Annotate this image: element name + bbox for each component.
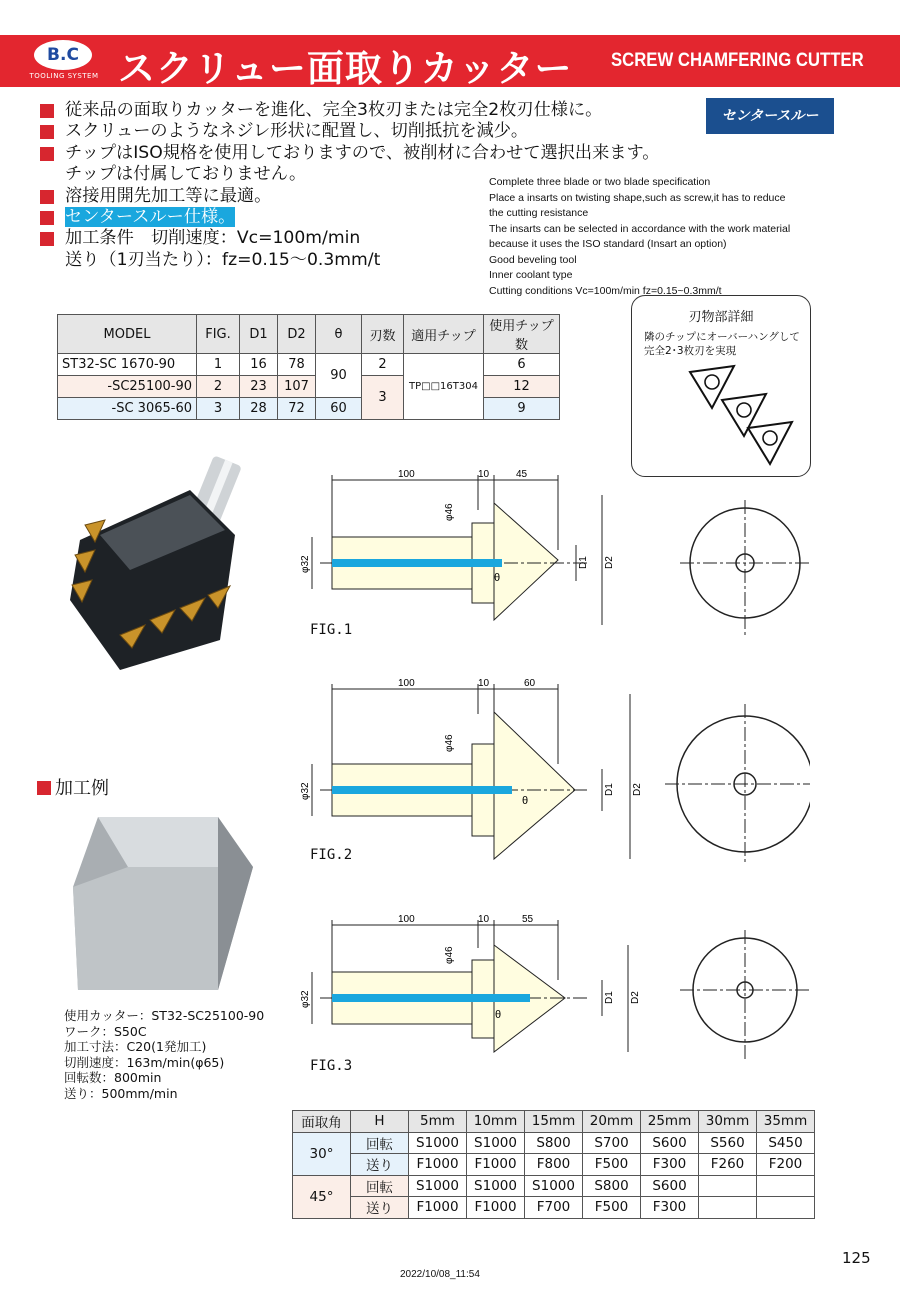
feature-item: 加工条件 切削速度：Vc=100m/min <box>40 228 659 249</box>
dim-head: 60 <box>524 678 536 689</box>
dim-d2: D2 <box>632 783 643 796</box>
table-row: 45° 回転 S1000 S1000 S1000 S800 S600 <box>293 1175 815 1197</box>
page-number: 125 <box>842 1249 871 1267</box>
col-header: FIG. <box>197 315 240 354</box>
dim-phi32: φ32 <box>300 555 311 573</box>
feature-item: チップはISO規格を使用しておりますので、被削材に合わせて選択出来ます。 <box>40 143 659 164</box>
col-header: D2 <box>278 315 316 354</box>
dim-length: 100 <box>398 914 415 925</box>
insert-triangles-diagram <box>632 296 812 478</box>
fig2-drawing <box>290 674 810 864</box>
table-header-row: 面取角 H 5mm 10mm 15mm 20mm 25mm 30mm 35mm <box>293 1111 815 1133</box>
angle-theta: θ <box>522 795 529 807</box>
dim-d1: D1 <box>604 783 615 796</box>
dim-head: 55 <box>522 914 534 925</box>
cutting-edge-detail <box>631 295 811 477</box>
dim-d2: D2 <box>630 991 641 1004</box>
header-banner <box>0 35 900 90</box>
dim-neck: 10 <box>478 914 490 925</box>
fig1-drawing <box>290 465 810 650</box>
feature-item: 送り（1刃当たり）：fz=0.15〜0.3mm/t <box>65 249 381 270</box>
dim-neck: 10 <box>478 678 490 689</box>
col-header: 刃数 <box>362 315 404 354</box>
col-header: θ <box>316 315 362 354</box>
dim-length: 100 <box>398 678 415 689</box>
feature-item: 溶接用開先加工等に最適。 <box>40 186 659 207</box>
dim-d2: D2 <box>604 556 615 569</box>
red-square-icon <box>40 211 54 225</box>
dim-head: 45 <box>516 469 528 480</box>
bc-logo <box>24 39 104 83</box>
fig3-drawing <box>290 910 810 1070</box>
print-timestamp: 2022/10/08_11:54 <box>400 1269 480 1280</box>
detail-title: 刃物部詳細 <box>688 310 754 325</box>
example-heading: 加工例 <box>37 774 109 800</box>
model-spec-table <box>57 314 560 420</box>
red-square-icon <box>40 232 54 246</box>
table-row: -SC25100-90 2 23 107 3 12 <box>58 376 560 398</box>
col-header: MODEL <box>58 315 197 354</box>
cutter-photo <box>60 450 275 680</box>
cutting-conditions-table <box>292 1110 815 1219</box>
logo-mark: B.C <box>34 40 92 70</box>
red-square-icon <box>40 104 54 118</box>
example-details: 使用カッター：ST32-SC25100-90 ワーク：S50C 加工寸法：C20(1発加工) 切削速度：163m/min(φ65) 回転数：800min 送り：500mm/min <box>64 1008 265 1101</box>
dim-d1: D1 <box>578 556 589 569</box>
detail-note: 隣のチップにオーバーハングして 完全2･3枚刃を実現 <box>644 331 800 357</box>
fig1-label: FIG.1 <box>310 622 353 638</box>
col-header: D1 <box>240 315 278 354</box>
col-header: 使用チップ数 <box>484 315 560 354</box>
dim-phi32: φ32 <box>300 782 311 800</box>
dim-phi46: φ46 <box>444 946 455 964</box>
table-row: 30° 回転 S1000 S1000 S800 S700 S600 S560 S450 <box>293 1132 815 1154</box>
table-row: -SC 3065-60 3 28 72 60 9 <box>58 398 560 420</box>
feature-item-highlight: センタースルー仕様。 <box>40 207 659 228</box>
feature-item: 従来品の面取りカッターを進化、完全3枚刃または完全2枚刃仕様に。 <box>40 100 659 121</box>
fig3-label: FIG.3 <box>310 1058 353 1074</box>
feature-item: スクリューのようなネジレ形状に配置し、切削抵抗を減少。 <box>40 121 659 142</box>
red-square-icon <box>40 147 54 161</box>
center-through-badge: センタースルー <box>706 98 834 134</box>
col-header: 適用チップ <box>404 315 484 354</box>
dim-phi32: φ32 <box>300 990 311 1008</box>
red-square-icon <box>40 190 54 204</box>
dim-d1: D1 <box>604 991 615 1004</box>
machined-workpiece-photo <box>68 812 258 997</box>
page-title-jp: スクリュー面取りカッター <box>118 47 573 90</box>
dim-length: 100 <box>398 469 415 480</box>
fig2-label: FIG.2 <box>310 847 353 863</box>
red-square-icon <box>37 781 51 795</box>
feature-item: チップは付属しておりません。 <box>65 164 307 185</box>
red-square-icon <box>40 125 54 139</box>
table-row: ST32-SC 1670-90 1 16 78 90 2 TP□□16T304 6 <box>58 354 560 376</box>
dim-phi46: φ46 <box>444 734 455 752</box>
dim-phi46: φ46 <box>444 503 455 521</box>
table-row: 送り F1000 F1000 F800 F500 F300 F260 F200 <box>293 1154 815 1176</box>
dim-neck: 10 <box>478 469 490 480</box>
angle-theta: θ <box>495 1009 502 1021</box>
page-title-en: SCREW CHAMFERING CUTTER <box>611 50 864 71</box>
table-row: 送り F1000 F1000 F700 F500 F300 <box>293 1197 815 1219</box>
angle-theta: θ <box>494 572 501 584</box>
features-english: Complete three blade or two blade specification Place a insarts on twisting shape,such as screw,it has to reduce the cutting resistance The insarts can be selected in accordance with the work material because it uses the ISO standard (Insart an option) Good beveling tool Inner coolant type Cutting conditions Vc=100m/min fz=0.15~0.3mm/t <box>489 176 791 297</box>
logo-subtitle: TOOLING SYSTEM <box>29 72 99 80</box>
